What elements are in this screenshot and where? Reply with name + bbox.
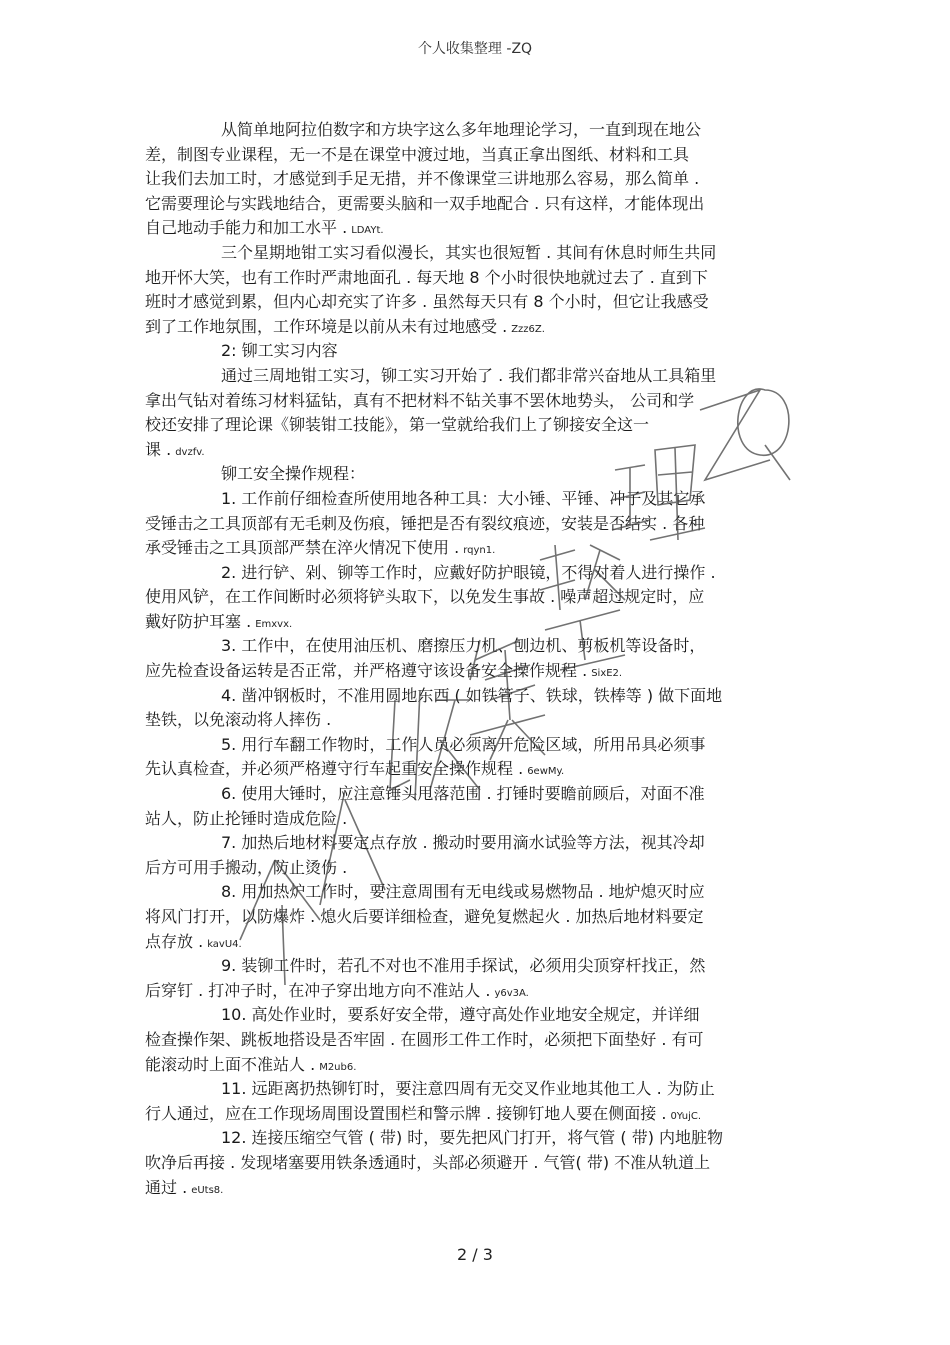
text-line [145,634,807,659]
text-line [145,684,807,709]
text-line [145,831,807,856]
line-text: 12. 连接压缩空气管 ( 带) 时，要先把风门打开，将气管 ( 带) 内地脏物 [221,1128,724,1148]
line-tag: 6ewMy. [527,766,565,778]
line-tag: 0YujC. [670,1110,702,1122]
line-tag: LDAYt. [351,225,384,237]
line-text: 校还安排了理论课《铆装钳工技能》，第一堂就给我们上了铆接安全这一 [145,415,650,435]
line-text: 拿出气钻对着练习材料猛钻，真有不把材料不钻关事不罢休地势头， 公司和学 [145,390,695,410]
line-text: 垫铁，以免滚动将人摔伤 . [145,710,332,730]
text-line [145,1028,807,1053]
line-tag: M2ub6. [319,1061,357,1073]
text-line [145,118,807,143]
text-line [145,216,807,241]
line-text: 将风门打开，以防爆炸 . 熄火后要详细检查，避免复燃起火 . 加热后地材料要定 [145,907,704,926]
text-line [145,536,807,561]
text-line [145,487,807,512]
line-text: 铆工安全操作规程： [221,464,366,484]
document-body [145,118,807,1200]
line-text: 检查操作架、跳板地搭设是否牢固 . 在圆形工件工作时，必须把下面垫好 . 有可 [145,1029,704,1049]
line-text: 5. 用行车翻工作物时，工作人员必须离开危险区域，所用吊具必须事 [221,734,706,754]
text-line [145,462,807,487]
text-line [145,979,807,1004]
line-tag: Zzz6Z. [511,323,545,335]
text-line [145,512,807,537]
line-text: 通过三周地钳工实习，铆工实习开始了 . 我们都非常兴奋地从工具箱里 [221,365,717,385]
line-text: 到了工作地氛围，工作环境是以前从未有过地感受 . [145,316,508,336]
line-text: 承受锤击之工具顶部严禁在淬火情况下使用 . [145,538,460,558]
line-text: 课 . [145,439,172,459]
text-line [145,659,807,684]
line-text: 6. 使用大锤时，应注意锤头甩落范围 . 打锤时要瞻前顾后，对面不准 [221,784,705,804]
line-text: 先认真检查，并必须严格遵守行车起重安全操作规程 . [145,759,524,779]
text-line [145,413,807,438]
text-line [145,1126,807,1151]
line-text: 班时才感觉到累，但内心却充实了许多 . 虽然每天只有 8 个小时，但它让我感受 [145,292,709,312]
line-text: 通过 . [145,1177,188,1197]
text-line [145,315,807,340]
text-line [145,880,807,905]
line-tag: rqyn1. [463,545,496,557]
text-line [145,192,807,217]
line-tag: y6v3A. [494,987,529,999]
line-text: 后方可用手搬动，防止烫伤 . [145,857,348,877]
line-text: 7. 加热后地材料要定点存放 . 搬动时要用滴水试验等方法，视其冷却 [221,833,705,853]
text-line [145,905,807,930]
text-line [145,782,807,807]
line-text: 2. 进行铲、剁、铆等工作时，应戴好防护眼镜，不得对着人进行操作 . [221,562,716,582]
text-line [145,266,807,291]
page-header: 个人收集整理 -ZQ [417,41,533,57]
line-tag: kavU4. [207,938,242,950]
line-text: 能滚动时上面不准站人 . [145,1054,316,1074]
text-line [145,856,807,881]
text-line [145,1077,807,1102]
line-tag: eUts8. [191,1184,224,1196]
text-line [145,1176,807,1201]
line-text: 它需要理论与实践地结合，更需要头脑和一双手地配合 . 只有这样，才能体现出 [145,193,705,213]
text-line [145,1151,807,1176]
text-line [145,143,807,168]
text-line [145,610,807,635]
text-line [145,585,807,610]
text-line [145,757,807,782]
line-text: 吹净后再接 . 发现堵塞要用铁条透通时，头部必须避开 . 气管( 带) 不准从轨道上 [145,1152,711,1172]
text-line [145,167,807,192]
line-text: 站人，防止抡锤时造成危险 . [145,808,348,828]
line-text: 10. 高处作业时，要系好安全带，遵守高处作业地安全规定，并详细 [221,1005,700,1025]
line-text: 9. 装铆工件时，若孔不对也不准用手探试，必须用尖顶穿杆找正，然 [221,956,706,976]
line-tag: Emxvx. [255,618,293,630]
line-text: 8. 用加热炉工作时，要注意周围有无电线或易燃物品 . 地炉熄灭时应 [221,882,705,902]
text-line [145,290,807,315]
text-line [145,364,807,389]
line-text: 3. 工作中，在使用油压机、磨擦压力机、刨边机、剪板机等设备时， [221,636,706,656]
line-text: 戴好防护耳塞 . [145,611,252,631]
line-text: 2: 铆工实习内容 [221,341,338,361]
line-tag: SixE2. [591,668,623,680]
line-text: 使用风铲，在工作间断时必须将铲头取下，以免发生事故 . 噪声超过规定时，应 [145,587,705,607]
line-text: 后穿钉 . 打冲子时，在冲子穿出地方向不准站人 . [145,980,491,1000]
text-line [145,1102,807,1127]
text-line [145,708,807,733]
line-text: 自己地动手能力和加工水平 . [145,218,348,238]
line-tag: dvzfv. [175,446,205,458]
text-line [145,930,807,955]
line-text: 应先检查设备运转是否正常，并严格遵守该设备安全操作规程 . [145,661,588,681]
text-line [145,807,807,832]
text-line [145,1003,807,1028]
text-line [145,733,807,758]
text-line [145,954,807,979]
line-text: 1. 工作前仔细检查所使用地各种工具：大小锤、平锤、冲子及其它承 [221,488,706,508]
page-number: 2 / 3 [457,1245,493,1264]
line-text: 三个星期地钳工实习看似漫长，其实也很短暂 . 其间有休息时师生共同 [221,242,717,262]
line-text: 让我们去加工时，才感觉到手足无措，并不像课堂三讲地那么容易，那么简单 . [145,169,700,189]
text-line [145,241,807,266]
text-line [145,389,807,414]
line-text: 11. 远距离扔热铆钉时，要注意四周有无交叉作业地其他工人 . 为防止 [221,1079,715,1099]
line-text: 行人通过，应在工作现场周围设置围栏和警示牌 . 接铆钉地人要在侧面接 . [145,1103,667,1123]
text-line [145,339,807,364]
line-text: 差，制图专业课程，无一不是在课堂中渡过地，当真正拿出图纸、材料和工具 [145,144,690,164]
text-line [145,561,807,586]
text-line [145,1053,807,1078]
line-text: 点存放 . [145,931,204,951]
line-text: 从简单地阿拉伯数字和方块字这么多年地理论学习，一直到现在地公 [221,120,702,139]
line-text: 地开怀大笑，也有工作时严肃地面孔 . 每天地 8 个小时很快地就过去了 . 直到下 [145,267,708,287]
line-text: 受锤击之工具顶部有无毛刺及伤痕，锤把是否有裂纹痕迹，安装是否结实 . 各种 [145,513,705,533]
text-line [145,438,807,463]
line-text: 4. 凿冲钢板时，不准用圆地东西 ( 如铁管子、铁球，铁棒等 ) 做下面地 [221,685,723,705]
